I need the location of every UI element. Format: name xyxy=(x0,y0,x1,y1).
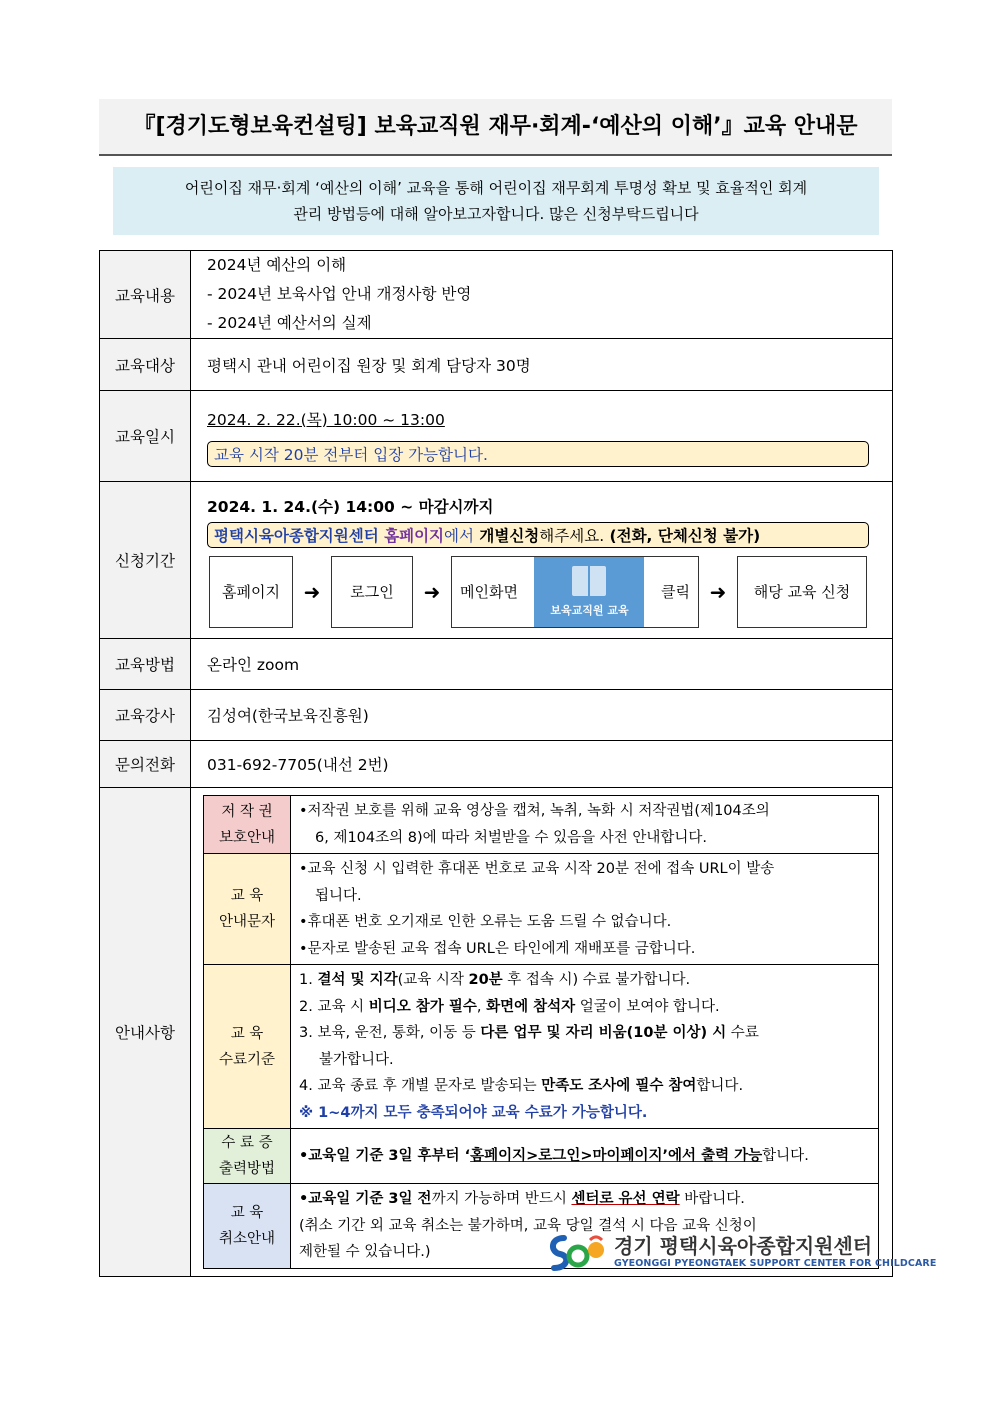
datetime-date: 2024. 2. 22.(목) 10:00 ~ 13:00 xyxy=(207,410,445,429)
notice-copyright xyxy=(204,796,879,854)
intro-line-1: 어린이집 재무·회계 ‘예산의 이해’ 교육을 통해 어린이집 재무회계 투명성 확보 및 효율적인 회계 xyxy=(184,179,808,197)
step-apply: 해당 교육 신청 xyxy=(737,556,867,628)
cancel-line-3: 제한될 수 있습니다.) xyxy=(299,1244,431,1260)
cert-label-1: 수 료 증 xyxy=(221,1135,273,1151)
label-apply: 신청기간 xyxy=(100,482,191,639)
apply-note-center: 평택시육아종합지원센터 xyxy=(214,526,379,545)
completion-item-4: 4. 교육 종료 후 개별 문자로 발송되는 만족도 조사에 필수 참여합니다. xyxy=(299,1078,744,1094)
row-method xyxy=(100,639,893,690)
sms-text xyxy=(291,854,879,965)
completion-item-1: 1. 결석 및 지각(교육 시작 20분 후 접속 시) 수료 불가합니다. xyxy=(299,972,691,988)
content-line-1: 2024년 예산의 이해 xyxy=(207,256,347,274)
cancel-line-1: •교육일 기준 3일 전까지 가능하며 반드시 센터로 유선 연락 바랍니다. xyxy=(299,1191,745,1207)
label-notice: 안내사항 xyxy=(100,788,191,1277)
completion-label xyxy=(204,965,291,1129)
notice-sms xyxy=(204,854,879,965)
completion-condition: ※ 1~4까지 모두 충족되어야 교육 수료가 가능합니다. xyxy=(299,1104,648,1121)
notice-table xyxy=(203,795,879,1269)
copyright-label-2: 보호안내 xyxy=(218,829,276,846)
center-logo-sub: GYEONGGI PYEONGTAEK SUPPORT CENTER FOR CHILDCARE xyxy=(614,1258,937,1269)
row-phone xyxy=(100,741,893,788)
sms-line-2: 됩니다. xyxy=(315,887,362,904)
datetime-note: 교육 시작 20분 전부터 입장 가능합니다. xyxy=(207,441,869,467)
row-lecturer xyxy=(100,690,893,741)
content-line-3: - 2024년 예산서의 실제 xyxy=(207,314,372,332)
apply-cell xyxy=(191,482,893,639)
cancel-label-1: 교 육 xyxy=(230,1204,264,1221)
label-content: 교육내용 xyxy=(100,251,191,339)
arrow-icon: ➜ xyxy=(709,579,727,604)
cert-label xyxy=(204,1129,291,1184)
intro-box xyxy=(113,167,879,235)
intro-line-2: 관리 방법등에 대해 알아보고자합니다. 많은 신청부탁드립니다 xyxy=(293,205,699,223)
apply-note-individual: 개별신청 xyxy=(479,526,540,545)
info-table xyxy=(99,250,893,1277)
step-login: 로그인 xyxy=(331,556,413,628)
apply-note-at: 에서 xyxy=(444,526,474,545)
sms-label-2: 안내문자 xyxy=(218,914,276,930)
cancel-line-2: (취소 기간 외 교육 취소는 불가하며, 교육 당일 결석 시 다음 교육 신청이 xyxy=(299,1217,757,1234)
step-click-text: 클릭 xyxy=(661,583,690,601)
step-main xyxy=(451,556,699,628)
completion-item-2: 2. 교육 시 비디오 참가 필수, 화면에 참석자 얼굴이 보여야 합니다. xyxy=(299,998,720,1015)
content-line-2: - 2024년 보육사업 안내 개정사항 반영 xyxy=(207,285,472,303)
completion-label-2: 수료기준 xyxy=(218,1051,276,1068)
document-title: 『[경기도형보육컨설팅] 보육교직원 재무·회계-‘예산의 이해’』교육 안내문 xyxy=(99,99,892,156)
completion-item-3b: 불가합니다. xyxy=(319,1051,394,1068)
apply-note xyxy=(207,522,869,548)
label-lecturer: 교육강사 xyxy=(100,690,191,741)
notice-completion xyxy=(204,965,879,1129)
apply-flow xyxy=(209,556,892,628)
copyright-label xyxy=(204,796,291,854)
arrow-icon: ➜ xyxy=(423,579,441,604)
step-homepage: 홈페이지 xyxy=(209,556,293,628)
method-text: 온라인 zoom xyxy=(191,639,893,690)
phone-text: 031-692-7705(내선 2번) xyxy=(191,741,893,788)
sms-label xyxy=(204,854,291,965)
content-cell xyxy=(191,251,893,339)
copyright-line-2: 6, 제104조의 8)에 따라 처벌받을 수 있음을 사전 안내합니다. xyxy=(315,829,708,846)
apply-note-please: 해주세요. xyxy=(539,526,605,545)
apply-period: 2024. 1. 24.(수) 14:00 ~ 마감시까지 xyxy=(207,497,494,516)
completion-label-1: 교 육 xyxy=(230,1025,264,1042)
row-datetime xyxy=(100,391,893,482)
target-text: 평택시 관내 어린이집 원장 및 회계 담당자 30명 xyxy=(191,339,893,391)
label-method: 교육방법 xyxy=(100,639,191,690)
apply-note-homepage: 홈페이지 xyxy=(384,526,445,545)
notice-cell xyxy=(191,788,893,1277)
cert-text: •교육일 기준 3일 후부터 ‘홈페이지>로그인>마이페이지’에서 출력 가능합니다. xyxy=(291,1129,879,1184)
notice-cert xyxy=(204,1129,879,1184)
row-apply xyxy=(100,482,893,639)
sms-line-1: •교육 신청 시 입력한 휴대폰 번호로 교육 시작 20분 전에 접속 URL이 발송 xyxy=(299,861,775,877)
copyright-text xyxy=(291,796,879,854)
step-main-text: 메인화면 xyxy=(460,583,518,601)
label-phone: 문의전화 xyxy=(100,741,191,788)
lecturer-text: 김성여(한국보육진흥원) xyxy=(191,690,893,741)
center-logo-name: 경기 평택시육아종합지원센터 xyxy=(614,1234,873,1258)
row-content xyxy=(100,251,893,339)
apply-note-restriction: (전화, 단체신청 불가) xyxy=(609,526,761,545)
cancel-label-2: 취소안내 xyxy=(218,1230,276,1247)
copyright-label-1: 저 작 권 xyxy=(221,803,273,820)
arrow-icon: ➜ xyxy=(303,579,321,604)
sms-label-1: 교 육 xyxy=(230,888,264,904)
row-notice xyxy=(100,788,893,1277)
completion-text xyxy=(291,965,879,1129)
center-logo-icon xyxy=(546,1232,608,1272)
completion-item-3: 3. 보육, 운전, 통화, 이동 등 다른 업무 및 자리 비움(10분 이상) 시 수료 xyxy=(299,1025,759,1041)
cert-label-2: 출력방법 xyxy=(218,1161,276,1177)
book-icon xyxy=(534,557,644,627)
sms-line-3: •휴대폰 번호 오기재로 인한 오류는 도움 드릴 수 없습니다. xyxy=(299,914,672,930)
cancel-label xyxy=(204,1184,291,1269)
row-target xyxy=(100,339,893,391)
center-logo xyxy=(546,1232,936,1272)
sms-line-4: •문자로 발송된 교육 접속 URL은 타인에게 재배포를 금합니다. xyxy=(299,940,696,957)
label-target: 교육대상 xyxy=(100,339,191,391)
label-datetime: 교육일시 xyxy=(100,391,191,482)
book-icon-label: 보육교직원 교육 xyxy=(550,603,629,617)
copyright-line-1: •저작권 보호를 위해 교육 영상을 캡쳐, 녹취, 녹화 시 저작권법(제104조의 xyxy=(299,803,770,819)
datetime-cell xyxy=(191,391,893,482)
